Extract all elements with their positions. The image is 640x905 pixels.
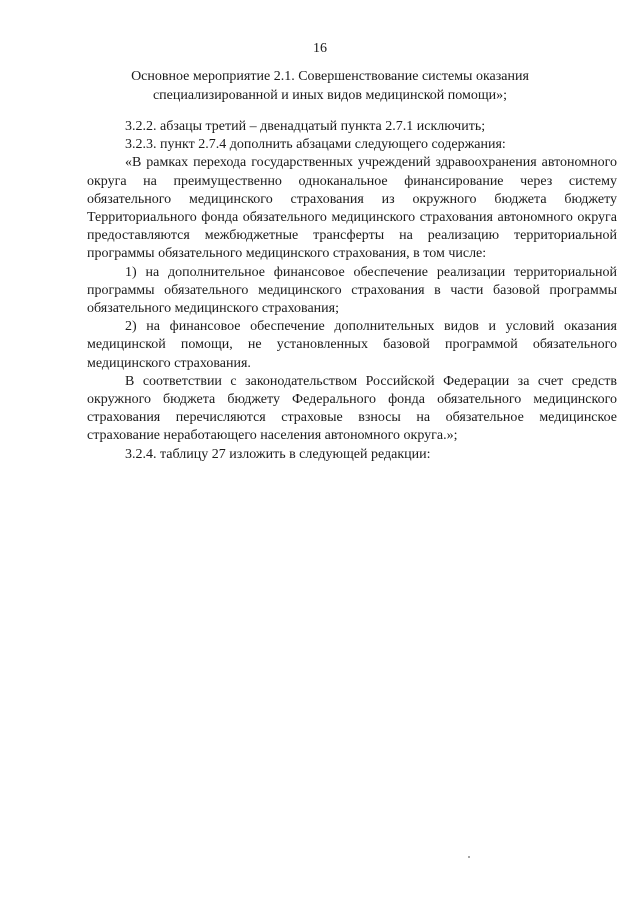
section-heading: Основное мероприятие 2.1. Совершенствование системы оказания специализированной и иных видов медицинской помощи»; [131,69,529,103]
paragraph-3-2-2: 3.2.2. абзацы третий – двенадцатый пункта 2.7.1 исключить; [125,119,486,134]
paragraph-federal-fund: В соответствии с законодательством Российской Федерации за счет средств окружного бюджета бюджету Федерального фонда обязательного медицинского страхования перечисляются страховые взносы на обязательное медицинское страхование неработающего населения автономного округа.»; [87,373,617,444]
paragraph-item-1: 1) на дополнительное финансовое обеспечение реализации территориальной программы обязательного медицинского страхования в части базовой программы обязательного медицинского страхования; [87,264,617,317]
document-body [87,118,617,464]
paragraph-transfers-intro: «В рамках перехода государственных учреждений здравоохранения автономного округа на преимущественно одноканальное финансирование через систему обязательного медицинского страхования из окружного бюджета бюджету Территориального фонда обязательного медицинского страхования автономного округа предоставляются межбюджетные трансферты на реализацию территориальной программы обязательного медицинского страхования, в том числе: [87,155,617,262]
paragraph-item-2: 2) на финансовое обеспечение дополнительных видов и условий оказания медицинской помощи, не установленных базовой программой обязательного медицинского страхования. [87,319,617,371]
paragraph-3-2-4: 3.2.4. таблицу 27 изложить в следующей редакции: [125,446,431,462]
paragraph-3-2-3: 3.2.3. пункт 2.7.4 дополнить абзацами следующего содержания: [125,137,506,153]
page-number: 16 [313,41,327,56]
scan-speck [468,856,470,858]
